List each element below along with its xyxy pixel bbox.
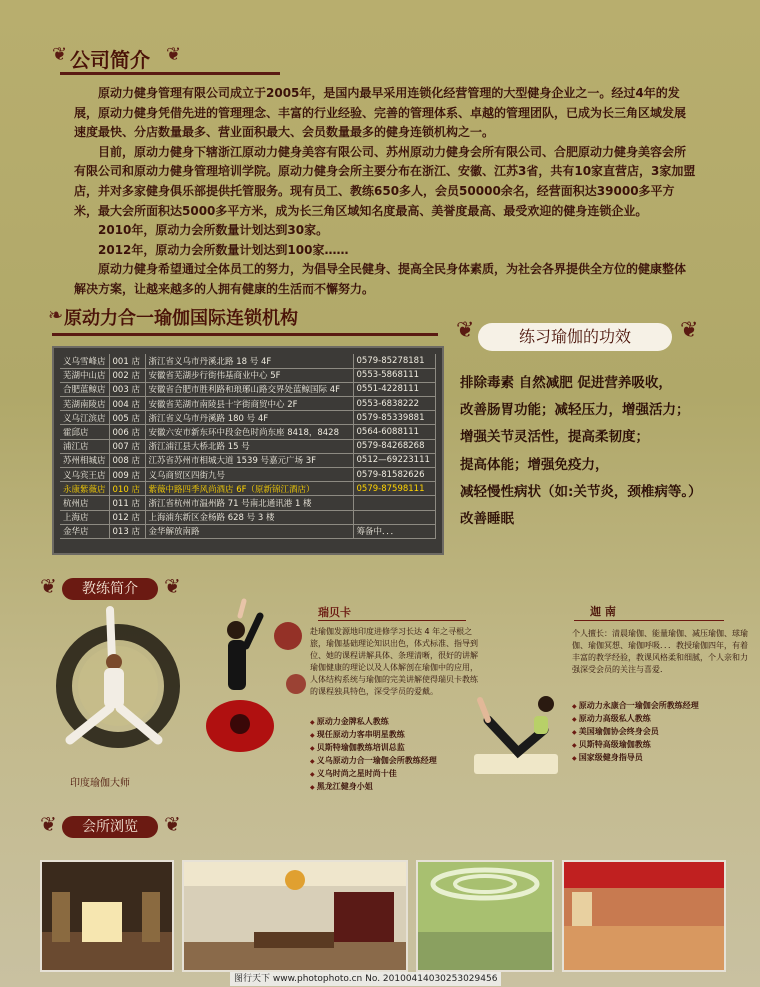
- store-phone: 筹备中．．．: [353, 524, 435, 538]
- intro-flourish-right: ❦: [166, 44, 182, 65]
- store-rows: [60, 354, 436, 538]
- store-row: [60, 468, 436, 482]
- jianan-honors: [572, 700, 748, 765]
- store-number: 005 店: [109, 411, 145, 425]
- store-number: 006 店: [109, 425, 145, 439]
- ruibeika-name: 瑞贝卡: [318, 606, 351, 619]
- store-number: 004 店: [109, 397, 145, 411]
- store-phone: 0579-81582626: [353, 468, 435, 482]
- store-row: [60, 524, 436, 538]
- honor-item: ◆ 现任原动力客串明星教练: [310, 729, 482, 742]
- store-table: [52, 346, 444, 555]
- chain-flourish: ❧: [48, 305, 64, 326]
- store-address: 浙江省杭州市温州路 71 号南北通讯港 1 楼: [145, 496, 353, 510]
- club-photo-lobby: [40, 860, 174, 972]
- store-phone: 0579-85278181: [353, 354, 435, 368]
- store-address: 江苏省苏州市相城大道 1539 号嘉元广场 3F: [145, 453, 353, 467]
- ruibeika-honors: [310, 716, 482, 794]
- intro-paragraph: 2010年，原动力会所数量计划达到30家。: [98, 223, 329, 238]
- benefit-item: 改善睡眠: [460, 510, 514, 527]
- store-name: 义乌江滨店: [60, 411, 109, 425]
- club-photo-reception: [182, 860, 408, 972]
- ruibeika-name-rule: [318, 620, 466, 621]
- store-row: [60, 496, 436, 510]
- honor-item: ◆ 原动力永康合一瑜伽会所教练经理: [572, 700, 748, 713]
- benefit-title: 练习瑜伽的功效: [478, 323, 672, 351]
- store-phone: [353, 496, 435, 510]
- ruibeika-photo: [200, 596, 310, 772]
- intro-paragraph: 原动力健身希望通过全体员工的努力，为倡导全民健身、提高全民身体素质，为社会各界提供全方位的健康整体解决方案，让越来越多的人拥有健康的生活而不懈努力。: [74, 262, 687, 296]
- store-number: 011 店: [109, 496, 145, 510]
- benefit-item: 改善肠胃功能；减轻压力，增强活力；: [460, 402, 690, 419]
- store-number: 007 店: [109, 439, 145, 453]
- store-address: 安徽省芜湖市南陵县十字街商贸中心 2F: [145, 397, 353, 411]
- intro-paragraph: 原动力健身管理有限公司成立于2005年，是国内最早采用连锁化经营管理的大型健身企业之一。经过4年的发展，原动力健身凭借先进的管理理念、丰富的行业经验、完善的管理体系、卓越的管理团队，已成为长三角区域发展速度最快、分店数量最多、营业面积最大、会员数量最多的健身连锁机构之一。: [74, 86, 687, 140]
- store-address: 安徽六安市新东环中段金色时尚东座 8418，8428: [145, 425, 353, 439]
- store-name: 义乌雪峰店: [60, 354, 109, 368]
- intro-paragraph: 2012年，原动力会所数量计划达到100家……: [98, 242, 349, 257]
- benefit-item: 增强关节灵活性，提高柔韧度；: [460, 429, 649, 446]
- store-name: 义乌宾王店: [60, 468, 109, 482]
- club-photo-studio-red: [562, 860, 726, 972]
- store-name: 合肥蓝鲸店: [60, 382, 109, 396]
- honor-item: ◆ 黑龙江健身小姐: [310, 781, 482, 794]
- intro-body: [74, 84, 696, 300]
- store-row: [60, 453, 436, 467]
- store-phone: 0579-85339881: [353, 411, 435, 425]
- chain-rule: [52, 333, 438, 336]
- store-phone: 0579-87598111: [353, 482, 435, 496]
- store-number: 010 店: [109, 482, 145, 496]
- intro-rule: [60, 72, 280, 75]
- store-row: [60, 510, 436, 524]
- store-row: [60, 354, 436, 368]
- benefit-flourish-right: ❦: [680, 318, 699, 343]
- store-address: 浙江省义乌市丹溪路 180 号 4F: [145, 411, 353, 425]
- honor-item: ◆ 原动力金牌私人教练: [310, 716, 482, 729]
- store-row: [60, 425, 436, 439]
- store-name: 杭州店: [60, 496, 109, 510]
- jianan-name-rule: [574, 620, 724, 621]
- store-number: 012 店: [109, 510, 145, 524]
- club-title: 会所浏览: [62, 816, 158, 838]
- benefit-list: [460, 370, 750, 533]
- store-number: 003 店: [109, 382, 145, 396]
- intro-title: 公司简介: [70, 48, 150, 72]
- store-address: 义乌商贸区四街九号: [145, 468, 353, 482]
- honor-item: ◆ 贝斯特瑜伽教练培训总监: [310, 742, 482, 755]
- master-photo: [40, 600, 190, 765]
- coach-flourish-right: ❦: [164, 574, 181, 598]
- store-address: 紫薇中路四季风尚酒店 6F（原新锦江酒店）: [145, 482, 353, 496]
- store-name: 霍邱店: [60, 425, 109, 439]
- honor-item: ◆ 国家级健身指导员: [572, 752, 748, 765]
- store-address: 上海浦东新区金杨路 628 号 3 楼: [145, 510, 353, 524]
- ruibeika-bio: 赴瑜伽发源地印度进修学习长达 4 年之寻根之旅，瑜伽基础理论知识出色，体式标准、指导到位、她的课程讲解具体、条理清晰，很好的讲解瑜伽健康的理论以及人体解剖在瑜伽中的应用，人体结构系统与瑜伽的完美讲解使得瑞贝卡教练的课程独具特色，深受学员的爱戴。: [310, 627, 478, 696]
- benefit-flourish-left: ❦: [456, 318, 475, 343]
- store-phone: 0579-84268268: [353, 439, 435, 453]
- club-flourish-left: ❦: [40, 812, 57, 836]
- store-number: 013 店: [109, 524, 145, 538]
- club-photo-studio-green: [416, 860, 554, 972]
- store-row: [60, 439, 436, 453]
- honor-item: ◆ 贝斯特高级瑜伽教练: [572, 739, 748, 752]
- coach-flourish-left: ❦: [40, 574, 57, 598]
- store-row: [60, 382, 436, 396]
- store-address: 安徽省合肥市胜利路和琅琊山路交界处蓝鲸国际 4F: [145, 382, 353, 396]
- master-caption: 印度瑜伽大师: [70, 778, 130, 789]
- jianan-name: 迦 南: [590, 605, 616, 618]
- intro-flourish: ❦: [52, 44, 68, 65]
- store-phone: 0512—69223111: [353, 453, 435, 467]
- benefit-item: 提高体能；增强免疫力，: [460, 456, 609, 473]
- benefit-item: 排除毒素 自然减肥 促进营养吸收，: [460, 375, 672, 391]
- footer-watermark: 图行天下 www.photophoto.cn No. 20100414030253029456: [230, 972, 501, 986]
- store-address: 浙江浦江县大桥北路 15 号: [145, 439, 353, 453]
- store-name: 上海店: [60, 510, 109, 524]
- intro-paragraph: 目前，原动力健身下辖浙江原动力健身美容有限公司、苏州原动力健身会所有限公司、合肥原动力健身美容会所有限公司和原动力健身管理培训学院。原动力健身会所主要分布在浙江、安徽、江苏3省，共有10家直营店，3家加盟店，并对多家健身俱乐部提供托管服务。现有员工、教练650多人，会员50000余名，经营面积达39000多平方米，最大会所面积达5000多平方米，成为长三角区域知名度最高、美誉度最高、最受欢迎的健身连锁企业。: [74, 144, 696, 218]
- store-address: 安徽省芜湖步行街伟基商业中心 5F: [145, 368, 353, 382]
- store-address: 金华解放南路: [145, 524, 353, 538]
- store-row: [60, 397, 436, 411]
- benefit-item: 减轻慢性病状（如:关节炎，颈椎病等。）: [460, 483, 702, 500]
- store-phone: 0564-6088111: [353, 425, 435, 439]
- store-name: 永康紫薇店: [60, 482, 109, 496]
- honor-item: ◆ 义乌时尚之星时尚十佳: [310, 768, 482, 781]
- store-number: 008 店: [109, 453, 145, 467]
- store-number: 001 店: [109, 354, 145, 368]
- chain-title: 原动力合一瑜伽国际连锁机构: [64, 308, 298, 329]
- jianan-bio: 个人擅长：清晨瑜伽、能量瑜伽、减压瑜伽、球瑜伽、瑜伽冥想、瑜伽呼吸．．．教授瑜伽四年，有着丰富的教学经验，教课风格柔和细腻，个人亲和力强深受会员的关注与喜爱．: [572, 629, 748, 674]
- store-row: [60, 411, 436, 425]
- honor-item: ◆ 原动力高级私人教练: [572, 713, 748, 726]
- store-name: 苏州相城店: [60, 453, 109, 467]
- store-row: [60, 482, 436, 496]
- store-name: 金华店: [60, 524, 109, 538]
- honor-item: ◆ 美国瑜伽协会终身会员: [572, 726, 748, 739]
- store-number: 009 店: [109, 468, 145, 482]
- store-name: 浦江店: [60, 439, 109, 453]
- store-address: 浙江省义乌市丹溪北路 18 号 4F: [145, 354, 353, 368]
- store-name: 芜湖南陵店: [60, 397, 109, 411]
- store-phone: 0551-4228111: [353, 382, 435, 396]
- store-row: [60, 368, 436, 382]
- jianan-photo: [468, 660, 576, 782]
- coach-title: 教练简介: [62, 578, 158, 600]
- store-phone: 0553-5868111: [353, 368, 435, 382]
- store-number: 002 店: [109, 368, 145, 382]
- club-flourish-right: ❦: [164, 812, 181, 836]
- store-name: 芜湖中山店: [60, 368, 109, 382]
- store-phone: [353, 510, 435, 524]
- honor-item: ◆ 义乌原动力合一瑜伽会所教练经理: [310, 755, 482, 768]
- store-phone: 0553-6838222: [353, 397, 435, 411]
